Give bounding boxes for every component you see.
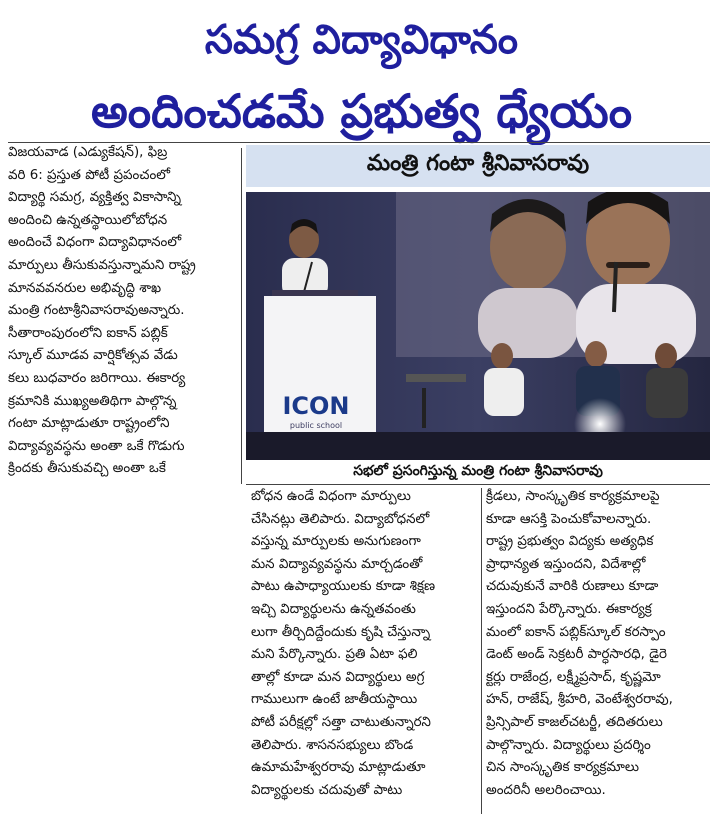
- article-line: తాల్లో కూడా మన విద్యార్థులు అగ్ర: [251, 669, 425, 685]
- article-line: వరి 6: ప్రస్తుత పోటీ ప్రపంచంలో: [8, 167, 171, 183]
- article-line: స్కూల్ మూడవ వార్షికోత్సవ వేడు: [8, 348, 178, 364]
- article-line: ఇచ్చి విద్యార్థులను ఉన్నతవంతు: [251, 601, 416, 617]
- article-line: తెలిపారు. శాసనసభ్యులు బొండ: [251, 737, 414, 753]
- article-line: గాములుగా ఉంటే జాతీయస్థాయి: [251, 692, 418, 708]
- article-line: గంటా మాట్లాడుతూ రాష్ట్రంలోని: [8, 416, 170, 432]
- article-column-left: [8, 142, 234, 481]
- column-divider-left: [241, 148, 242, 484]
- article-line: మార్పులు తీసుకువస్తున్నామని రాష్ట్ర: [8, 257, 196, 273]
- article-line: రాష్ట్ర ప్రభుత్వం విద్యకు అత్యధిక: [486, 534, 654, 550]
- article-line: చదువుకునే వారికి రుణాలు కూడా: [486, 579, 659, 595]
- article-line: చేసినట్లు తెలిపారు. విద్యాబోధనలో: [251, 511, 430, 527]
- article-line: విద్యార్థులకు చదువుతో పాటు: [251, 782, 403, 798]
- article-line: పాల్గొన్నారు. విద్యార్థులు ప్రదర్శిం: [486, 737, 651, 753]
- article-line: అందించి ఉన్నతస్థాయిలోబోధన: [8, 212, 168, 228]
- article-line: అందించే విధంగా విద్యావిధానంలో: [8, 235, 182, 251]
- article-line: లుగా తీర్చిదిద్దేందుకు కృషి చేస్తున్నా: [251, 624, 431, 640]
- subhead-banner: [246, 145, 710, 187]
- article-line: క్రమానికి ముఖ్యఅతిథిగా పాల్గొన్న: [8, 393, 177, 409]
- event-photo-illustration: [246, 192, 710, 460]
- article-line: మన విద్యావ్యవస్థను మార్చడంతో: [251, 556, 423, 572]
- article-line: వస్తున్న మార్పులకు అనుగుణంగా: [251, 534, 421, 550]
- article-line: డెంట్ అండ్ సెక్రటరీ పార్ధసారధి, డైరె: [486, 647, 667, 663]
- article-line: అందరినీ అలరించాయి.: [486, 782, 606, 798]
- article-line: క్టర్లు రాజేంద్ర, లక్ష్మీప్రసాద్, కృష్ణమో: [486, 669, 661, 685]
- article-line: చిన సాంస్కృతిక కార్యక్రమాలు: [486, 760, 639, 776]
- article-column-middle: [251, 486, 477, 802]
- article-line: విద్యార్థి సమగ్ర, వ్యక్తిత్వ వికాసాన్ని: [8, 190, 181, 206]
- article-line: మని పేర్కొన్నారు. ప్రతి ఏటా ఫలి: [251, 647, 418, 663]
- article-line: క్రిందకు తీసుకువచ్చి అంతా ఒకే: [8, 461, 166, 477]
- article-line: సీతారాంపురంలోని ఐకాన్ పబ్లిక్: [8, 325, 168, 341]
- divider-caption: [246, 484, 710, 485]
- article-line: ఇస్తుందని పేర్కొన్నారు. ఈకార్యక్ర: [486, 601, 652, 617]
- article-line: మంత్రి గంటాశ్రీనివాసరావుఅన్నారు.: [8, 303, 185, 319]
- headline-line-1: సమగ్ర విద్యావిధానం: [204, 17, 519, 63]
- podium-logo: ICON: [282, 392, 350, 420]
- article-line: కలు బుధవారం జరిగాయి. ఈకార్య: [8, 370, 186, 386]
- subhead-text: మంత్రి గంటా శ్రీనివాసరావు: [366, 151, 590, 176]
- photo-caption: సభలో ప్రసంగిస్తున్న మంత్రి గంటా శ్రీనివాసరావు: [353, 462, 603, 479]
- article-line: మంలో ఐకాన్ పబ్లిక్‌స్కూల్ కరస్పాం: [486, 624, 666, 640]
- article-line: విద్యావ్యవస్థను అంతా ఒకే గొడుగు: [8, 438, 185, 454]
- article-line: కూడా ఆసక్తి పెంచుకోవాలన్నారు.: [486, 511, 652, 527]
- article-line: ప్రాధాన్యత ఇస్తుందని, విదేశాల్లో: [486, 556, 646, 572]
- column-divider-middle: [481, 488, 482, 814]
- article-line: పోటీ పరీక్షల్లో సత్తా చాటుతున్నారని: [251, 714, 431, 730]
- headline-line-2: అందించడమే ప్రభుత్వ ధ్యేయం: [90, 84, 633, 138]
- article-line: మానవవనరుల అభివృద్ధి శాఖ: [8, 280, 162, 296]
- article-line: బోధన ఉండే విధంగా మార్పులు: [251, 489, 411, 504]
- article-column-right: [486, 486, 712, 802]
- podium-logo-sub: public school: [289, 421, 343, 430]
- article-line: ఉమామహేశ్వరరావు మాట్లాడుతూ: [251, 760, 426, 776]
- article-line: ప్రిన్సిపాల్ కాజల్‌చటర్జీ, తదితరులు: [486, 714, 663, 730]
- article-line: క్రీడలు, సాంస్కృతిక కార్యక్రమాలపై: [486, 489, 660, 504]
- article-line: హన్, రాజేష్, శ్రీహరి, వెంటేశ్వరరావు,: [486, 692, 673, 708]
- article-line: విజయవాడ (ఎడ్యుకేషన్), ఫిబ్ర: [8, 145, 168, 160]
- event-photo: [246, 192, 710, 460]
- article-line: పాటు ఉపాధ్యాయులకు కూడా శిక్షణ: [251, 579, 436, 595]
